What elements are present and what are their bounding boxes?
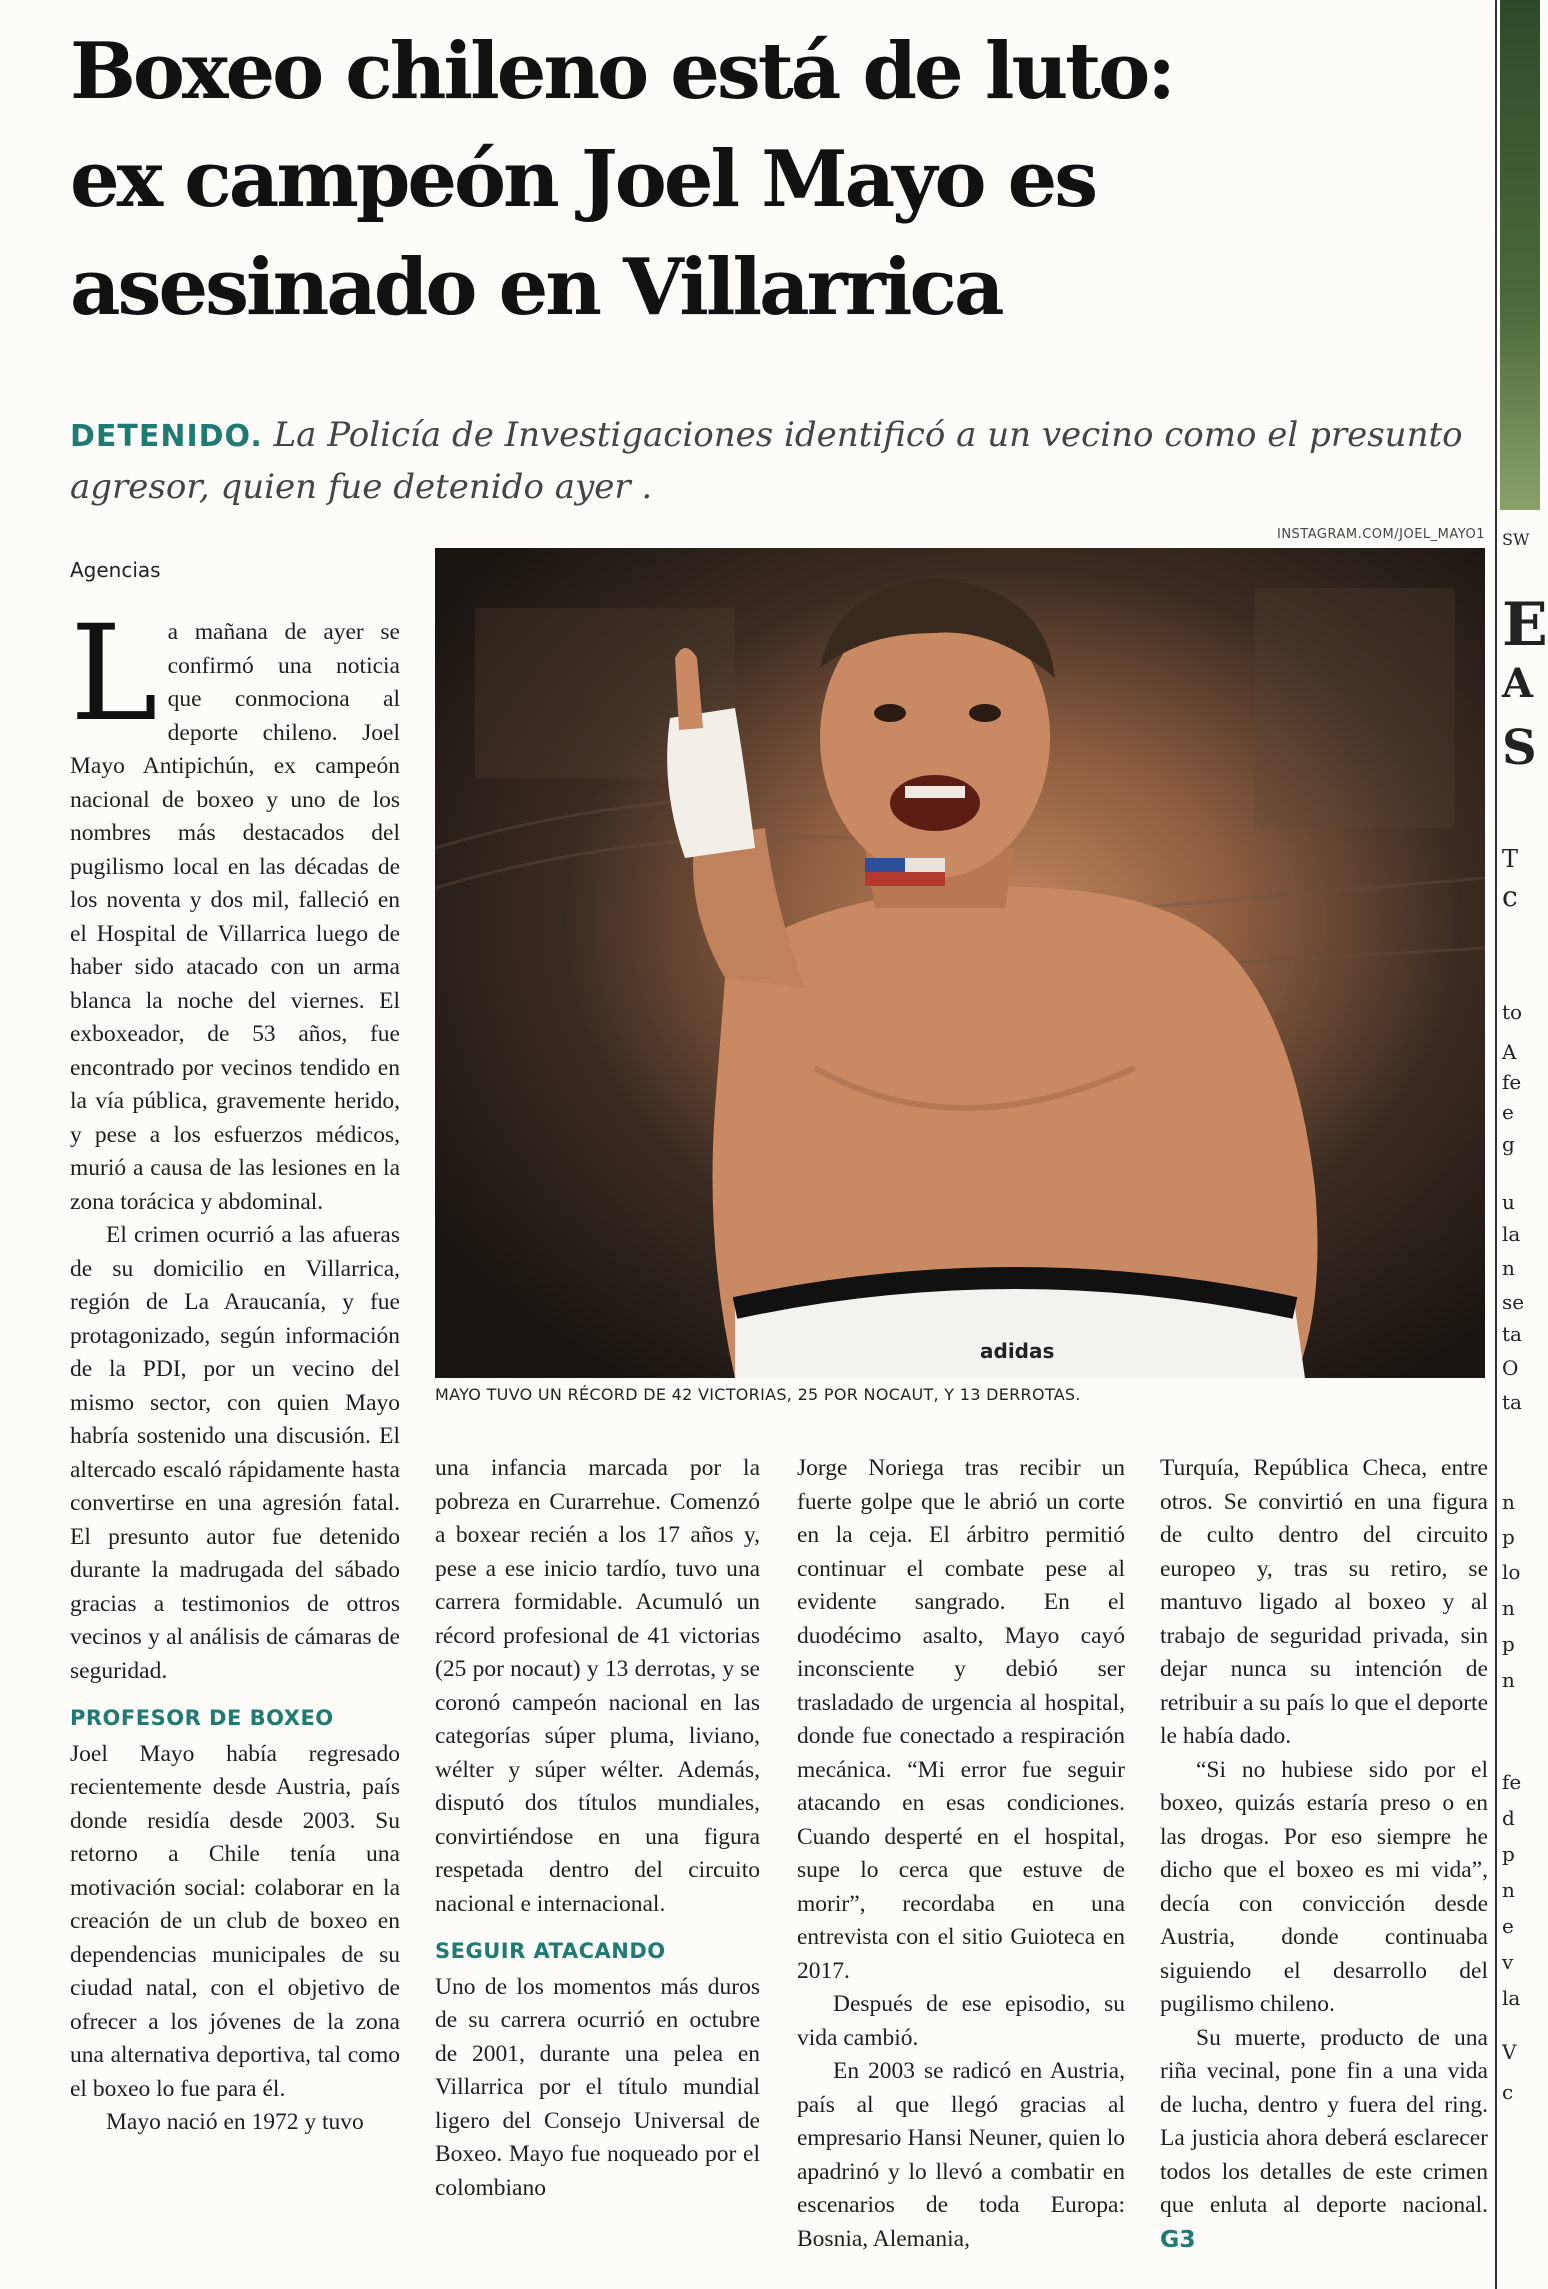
flag-tattoo xyxy=(865,858,945,886)
neighbor-fragment: fe xyxy=(1502,1070,1522,1094)
boxer-photo xyxy=(435,548,1485,1378)
subhead-profesor: PROFESOR DE BOXEO xyxy=(70,1706,334,1730)
neighbor-fragment: n xyxy=(1502,1596,1515,1620)
trunks-brand: adidas xyxy=(980,1339,1055,1363)
paragraph: Su muerte, producto de una riña vecinal, pone fin a una vida de lucha, dentro y fuera del ring. La justicia ahora deberá esclarecer todos los detalles de este crimen que enluta al deporte nacional. G3 xyxy=(1160,2024,1488,2253)
neighbor-fragment: p xyxy=(1502,1632,1515,1656)
neighbor-fragment: e xyxy=(1502,1100,1514,1124)
hand-wrap xyxy=(667,708,755,858)
headline-line-1: Boxeo chileno está de luto: xyxy=(70,26,1174,117)
neighbor-fragment: ta xyxy=(1502,1322,1522,1346)
neighbor-fragment: g xyxy=(1502,1132,1515,1156)
article-column-4 xyxy=(1160,1452,1488,2257)
neighbor-fragment: la xyxy=(1502,1986,1521,2010)
neighbor-fragment: c xyxy=(1502,2080,1514,2104)
dropcap: L xyxy=(70,597,158,751)
neighbor-fragment: S xyxy=(1502,720,1537,776)
neighbor-photo xyxy=(1500,0,1540,510)
paragraph: Jorge Noriega tras recibir un fuerte golpe que le abrió un corte en la ceja. El árbitro permitió continuar el combate pese al evidente sangrado. En el duodécimo asalto, Mayo cayó inconsciente y debió ser trasladado de urgencia al hospital, donde fue conectado a respiración mecánica. “Mi error fue seguir atacando en esas condiciones. Cuando desperté en el hospital, supe lo cerca que estuve de morir”, recordaba en una entrevista con el sitio Guioteca en 2017. xyxy=(797,1455,1125,1984)
neighbor-fragment: n xyxy=(1502,1878,1515,1902)
neighbor-fragment: ta xyxy=(1502,1390,1522,1414)
neighbor-fragment: p xyxy=(1502,1525,1515,1549)
end-mark: G3 xyxy=(1160,2224,1196,2253)
byline: Agencias xyxy=(70,558,161,582)
article-column-3 xyxy=(797,1452,1125,2256)
paragraph: una infancia marcada por la pobreza en Curarrehue. Comenzó a boxear recién a los 17 años y, pese a ese inicio tardío, tuvo una carrera formidable. Acumuló un récord profesional de 41 victorias (25 por nocaut) y 13 derrotas, y se coronó campeón nacional en las categorías súper pluma, liviano, wélter y súper wélter. Además, disputó dos títulos mundiales, convirtiéndose en una figura respetada dentro del circuito nacional e internacional. xyxy=(435,1455,760,1917)
paragraph: Después de ese episodio, su vida cambió. xyxy=(797,1991,1125,2051)
neighbor-fragment: v xyxy=(1502,1950,1514,1974)
boxer-illustration xyxy=(435,548,1485,1378)
neighbor-fragment: p xyxy=(1502,1842,1515,1866)
neighbor-fragment: T xyxy=(1502,845,1519,873)
deck xyxy=(70,410,1470,512)
paragraph: Uno de los momentos más duros de su carrera ocurrió en octubre de 2001, durante una pelea en Villarrica por el título mundial ligero del Consejo Universal de Boxeo. Mayo fue noqueado por el colombiano xyxy=(435,1973,760,2201)
neighbor-fragment: e xyxy=(1502,1914,1514,1938)
neighbor-fragment: to xyxy=(1502,1000,1523,1024)
neighbor-fragment: n xyxy=(1502,1668,1515,1692)
neighbor-fragment: V xyxy=(1502,2040,1517,2064)
neighbor-fragment: E xyxy=(1502,590,1548,660)
subhead-seguir: SEGUIR ATACANDO xyxy=(435,1939,666,1963)
column-rule xyxy=(1495,0,1497,2289)
headline xyxy=(70,18,1450,342)
headline-line-2: ex campeón Joel Mayo es xyxy=(70,134,1096,225)
neighbor-fragment: A xyxy=(1502,1040,1517,1064)
headline-line-3: asesinado en Villarrica xyxy=(70,242,1002,333)
neighbor-fragment: A xyxy=(1502,660,1534,707)
article-column-2 xyxy=(435,1452,760,2205)
article-column-1 xyxy=(70,597,400,2140)
neighbor-fragment: c xyxy=(1502,880,1518,913)
paragraph: Joel Mayo había regresado recientemente desde Austria, país donde residía desde 2003. Su retorno a Chile tenía una motivación social: colaborar en la creación de un club de boxeo en dependencias municipales de su ciudad natal, con el objetivo de ofrecer a los jóvenes de la zona una alternativa deportiva, tal como el boxeo lo fue para él. xyxy=(70,1740,400,2102)
neighbor-fragment: u xyxy=(1502,1190,1515,1214)
paragraph: “Si no hubiese sido por el boxeo, quizás estaría preso o en las drogas. Por eso siempre he dicho que el boxeo es mi vida”, decía con convicción desde Austria, donde continuaba siguiendo el desarrollo del pugilismo chileno. xyxy=(1160,1756,1488,2017)
neighbor-fragment: O xyxy=(1502,1356,1519,1380)
neighbor-fragment: se xyxy=(1502,1290,1525,1314)
paragraph: Turquía, República Checa, entre otros. Se convirtió en una figura de culto dentro del circuito europeo y, tras su retiro, se mantuvo ligado al boxeo y al trabajo de seguridad privada, sin dejar nunca su intención de retribuir a su país lo que el deporte le había dado. xyxy=(1160,1455,1488,1749)
paragraph: El crimen ocurrió a las afueras de su domicilio en Villarrica, región de La Araucanía, y fue protagonizado, según información de la PDI, por un vecino del mismo sector, con quien Mayo habría sostenido una discusión. El altercado escaló rápidamente hasta convertirse en una agresión fatal. El presunto autor fue detenido durante la madrugada del sábado gracias a testimonios de ottros vecinos y al análisis de cámaras de seguridad. xyxy=(70,1222,400,1684)
neighbor-fragment: la xyxy=(1502,1222,1521,1246)
neighbor-fragment: fe xyxy=(1502,1770,1522,1794)
neighbor-article-fragment xyxy=(1500,0,1548,2289)
paragraph: La mañana de ayer se confirmó una noticia que conmociona al deporte chileno. Joel Mayo Antipichún, ex campeón nacional de boxeo y uno de los nombres más destacados del pugilismo local en las décadas de los noventa y dos mil, falleció en el Hospital de Villarrica luego de haber sido atacado con un arma blanca la noche del viernes. El exboxeador, de 53 años, fue encontrado por vecinos tendido en la vía pública, gravemente herido, y pese a los esfuerzos médicos, murió a causa de las lesiones en la zona torácica y abdominal. xyxy=(70,597,400,1215)
paragraph: En 2003 se radicó en Austria, país al que llegó gracias al empresario Hansi Neuner, quien lo apadrinó y lo llevó a combatir en escenarios de toda Europa: Bosnia, Alemania, xyxy=(797,2058,1125,2252)
paragraph: Mayo nació en 1972 y tuvo xyxy=(106,2109,364,2135)
neighbor-fragment: n xyxy=(1502,1256,1515,1280)
deck-tag: DETENIDO. xyxy=(70,419,263,454)
photo-credit: INSTAGRAM.COM/JOEL_MAYO1 xyxy=(1277,527,1485,542)
neighbor-fragment: SW xyxy=(1502,530,1530,549)
neighbor-fragment: n xyxy=(1502,1490,1515,1514)
deck-text: La Policía de Investigaciones identificó a un vecino como el presunto agresor, quien fue detenido ayer . xyxy=(70,415,1463,507)
neighbor-fragment: lo xyxy=(1502,1560,1521,1584)
photo-caption: MAYO TUVO UN RÉCORD DE 42 VICTORIAS, 25 POR NOCAUT, Y 13 DERROTAS. xyxy=(435,1385,1081,1404)
neighbor-fragment: d xyxy=(1502,1806,1515,1830)
